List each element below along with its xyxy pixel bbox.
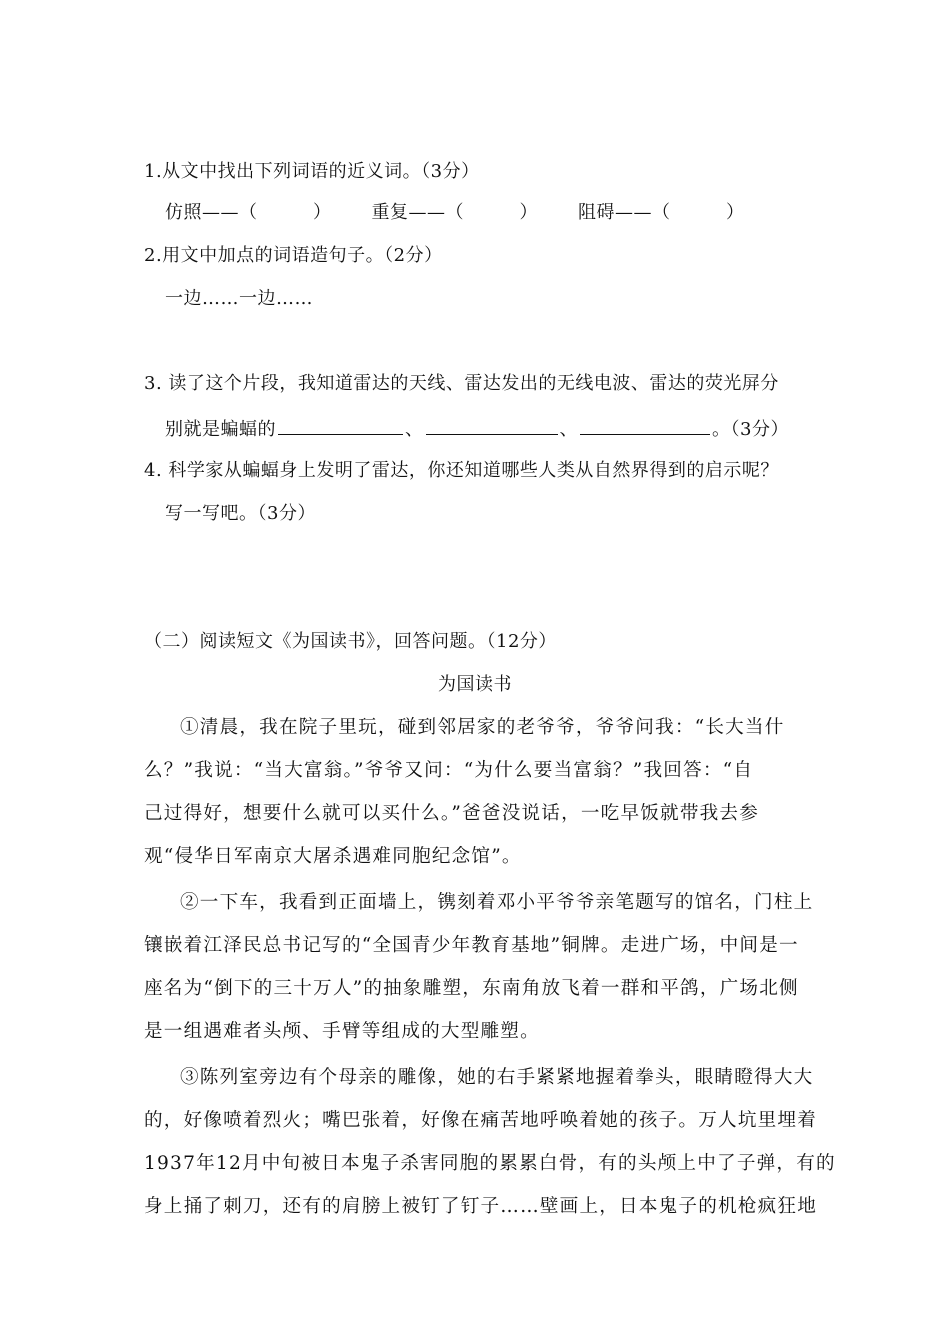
q3-sep-1: 、 [405,419,424,440]
question-1-items [165,201,745,225]
q3-line2-end: 。（3分） [712,419,789,440]
passage-line: 己过得好，想要什么就可以买什么。”爸爸没说话，一吃早饭就带我去参 [144,803,760,824]
answer-blank-1[interactable] [278,416,403,435]
question-1: 1.从文中找出下列词语的近义词。（3分） [144,161,480,182]
passage-line: ②一下车，我看到正面墙上，镌刻着邓小平爷爷亲笔题写的馆名，门柱上 [180,892,814,913]
question-4-line-1: 4. 科学家从蝙蝠身上发明了雷达，你还知道哪些人类从自然界得到的启示呢？ [144,460,779,481]
question-2: 2.用文中加点的词语造句子。（2分） [144,245,443,266]
passage-line: 的，好像喷着烈火；嘴巴张着，好像在痛苦地呼唤着她的孩子。万人坑里埋着 [144,1110,817,1131]
question-3-line-2 [165,416,789,442]
question-2-prompt: 一边……一边…… [165,288,313,309]
q3-sep-2: 、 [559,419,578,440]
passage-line: 座名为“倒下的三十万人”的抽象雕塑，东南角放飞着一群和平鸽，广场北侧 [144,978,799,999]
q3-line2-start: 别就是蝙蝠的 [165,419,276,440]
passage-title: 为国读书 [438,674,512,695]
answer-blank-3[interactable] [580,416,710,435]
answer-blank-2[interactable] [426,416,558,435]
q1-item-zuai: 阻碍——（ ） [578,202,745,223]
question-3-line-1: 3. 读了这个片段，我知道雷达的天线、雷达发出的无线电波、雷达的荧光屏分 [144,373,779,394]
passage-line: 观“侵华日军南京大屠杀遇难同胞纪念馆”。 [144,846,522,867]
q1-item-fangzhao: 仿照——（ ） [165,202,332,223]
passage-line: 镶嵌着江泽民总书记写的“全国青少年教育基地”铜牌。走进广场，中间是一 [144,935,799,956]
passage-line: 身上捅了刺刀，还有的肩膀上被钉了钉子……壁画上，日本鬼子的机枪疯狂地 [144,1196,817,1217]
passage-line: 么？”我说：“当大富翁。”爷爷又问：“为什么要当富翁？”我回答：“自 [144,760,754,781]
passage-line: ③陈列室旁边有个母亲的雕像，她的右手紧紧地握着拳头，眼睛瞪得大大 [180,1067,814,1088]
passage-line: 是一组遇难者头颅、手臂等组成的大型雕塑。 [144,1021,540,1042]
q1-item-chongfu: 重复——（ ） [371,202,538,223]
question-4-line-2: 写一写吧。（3分） [165,503,316,524]
section-2-heading: （二）阅读短文《为国读书》，回答问题。（12分） [144,631,557,652]
passage-line: ①清晨，我在院子里玩，碰到邻居家的老爷爷，爷爷问我：“长大当什 [180,717,785,738]
passage-line: 1937年12月中旬被日本鬼子杀害同胞的累累白骨，有的头颅上中了子弹，有的 [144,1153,836,1174]
